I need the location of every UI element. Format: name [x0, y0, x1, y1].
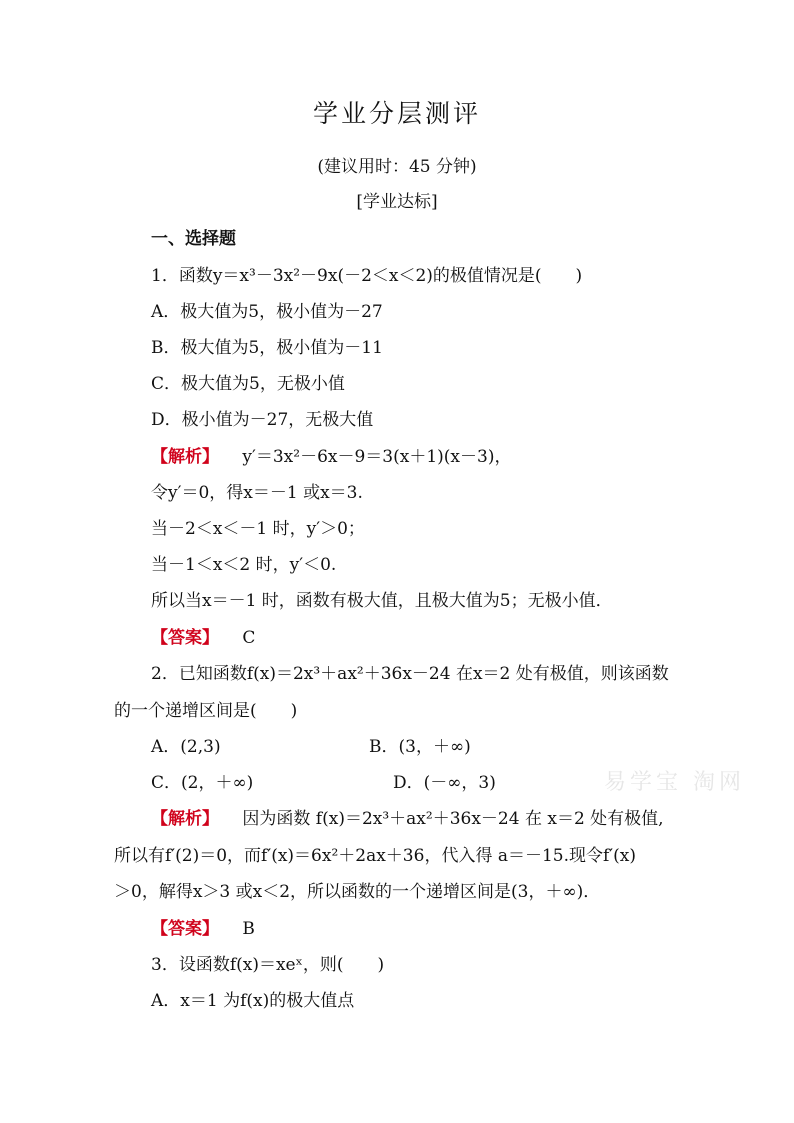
q1-analysis-line-4: 当－1＜x＜2 时，y′＜0. — [151, 555, 337, 575]
q3-stem: 3．设函数f(x)＝xeˣ，则( ) — [151, 955, 385, 975]
q2-analysis-line-2: 所以有f′(2)＝0，而f′(x)＝6x²＋2ax＋36，代入得 a＝－15.现令f′(x) — [114, 846, 637, 866]
q1-answer-line — [151, 626, 255, 650]
page-title: 学业分层测评 — [312, 99, 481, 128]
q1-analysis-line-5: 所以当x＝－1 时，函数有极大值，且极大值为5；无极小值． — [151, 591, 613, 611]
q1-analysis-line-3: 当－2＜x＜－1 时，y′＞0； — [151, 519, 365, 539]
q2-answer-line — [151, 917, 255, 941]
q1-analysis-line-1 — [151, 445, 511, 469]
q1-option-a: A．极大值为5，极小值为－27 — [151, 302, 383, 322]
q3-option-a: A．x＝1 为f(x)的极大值点 — [151, 991, 355, 1011]
time-note: (建议用时：45 分钟) — [317, 157, 477, 177]
q1-answer: C — [242, 628, 256, 648]
q1-option-b: B．极大值为5，极小值为－11 — [151, 338, 383, 358]
q1-option-d: D．极小值为－27，无极大值 — [151, 410, 374, 430]
q2-option-c: C．(2，＋∞) — [151, 773, 254, 793]
q2-answer-tag: 【答案】 — [151, 919, 219, 939]
q1-stem: 1．函数y＝x³－3x²－9x(－2＜x＜2)的极值情况是( ) — [151, 266, 583, 286]
q2-analysis-text: 因为函数 f(x)＝2x³＋ax²＋36x－24 在 x＝2 处有极值, — [242, 809, 664, 829]
section-heading: 一、选择题 — [151, 229, 236, 249]
q2-stem-line-1: 2．已知函数f(x)＝2x³＋ax²＋36x－24 在x＝2 处有极值，则该函数 — [151, 664, 669, 684]
q1-analysis-tag: 【解析】 — [151, 447, 219, 467]
q1-analysis-line-2: 令y′＝0，得x＝－1 或x＝3. — [151, 483, 363, 503]
watermark: 易学宝 淘网 — [604, 770, 745, 795]
q1-option-c: C．极大值为5，无极小值 — [151, 374, 345, 394]
q2-answer: B — [242, 919, 255, 939]
q2-option-d: D．(－∞，3) — [393, 773, 496, 793]
q2-analysis-line-1 — [151, 807, 664, 831]
q2-analysis-tag: 【解析】 — [151, 809, 219, 829]
q2-option-b: B．(3，＋∞) — [369, 737, 471, 757]
q2-stem-line-2: 的一个递增区间是( ) — [114, 701, 298, 721]
q1-analysis-text: y′＝3x²－6x－9＝3(x＋1)(x－3)， — [242, 447, 512, 467]
level-heading: [学业达标] — [356, 192, 438, 212]
q2-analysis-line-3: ＞0，解得x＞3 或x＜2，所以函数的一个递增区间是(3，＋∞)． — [114, 882, 601, 902]
q1-answer-tag: 【答案】 — [151, 628, 219, 648]
q2-option-a: A．(2,3) — [151, 737, 221, 757]
